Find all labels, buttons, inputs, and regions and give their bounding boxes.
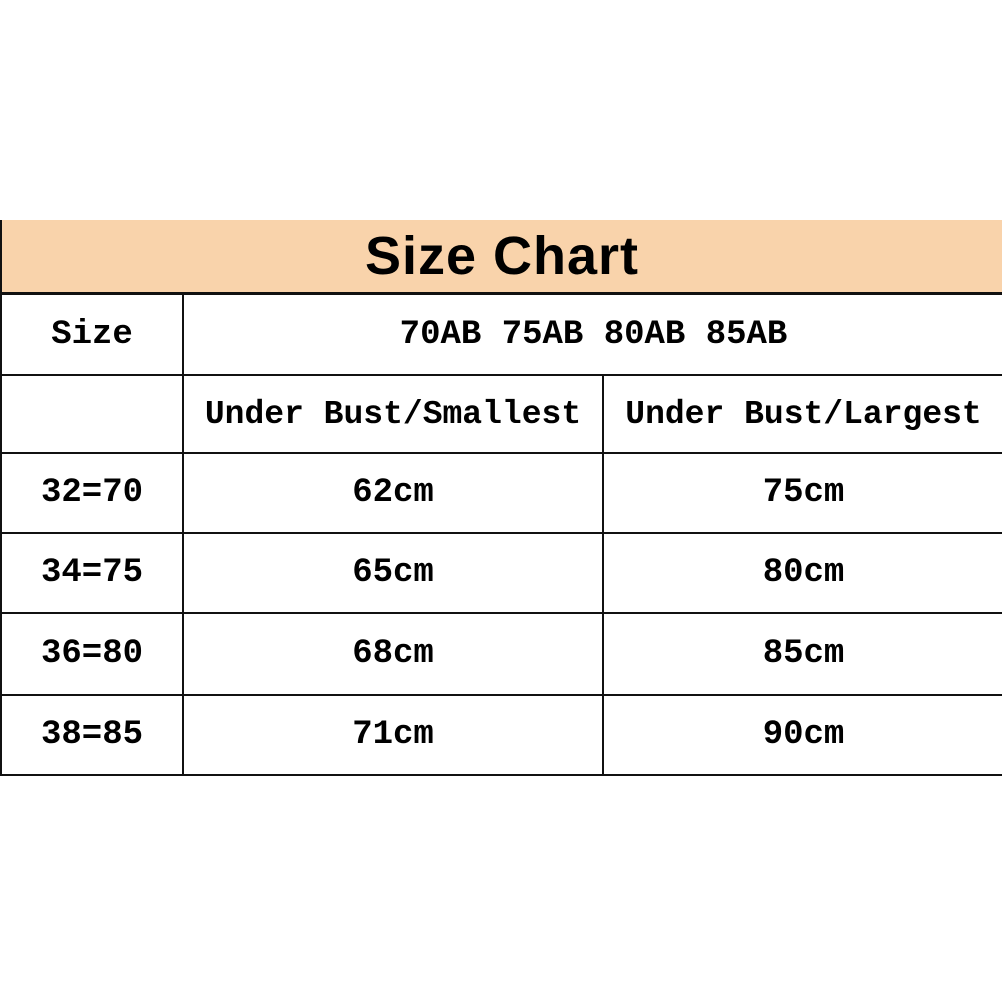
table-row [1,453,1002,533]
size-chart-table [0,295,1002,776]
largest-cell: 85cm [603,613,1002,695]
largest-cell: 80cm [603,533,1002,613]
table-row [1,695,1002,775]
smallest-cell: 68cm [183,613,603,695]
table-row-headers [1,375,1002,453]
table-row [1,533,1002,613]
table-row-sizes [1,295,1002,375]
largest-cell: 90cm [603,695,1002,775]
column-header-largest: Under Bust/Largest [603,375,1002,453]
column-header-smallest: Under Bust/Smallest [183,375,603,453]
size-label-cell: Size [1,295,183,375]
size-cell: 34=75 [1,533,183,613]
smallest-cell: 71cm [183,695,603,775]
page-title: Size Chart [364,226,640,286]
size-chart-title-band [0,220,1002,295]
size-cell: 38=85 [1,695,183,775]
sizes-value-cell: 70AB 75AB 80AB 85AB [183,295,1002,375]
size-cell: 32=70 [1,453,183,533]
size-cell: 36=80 [1,613,183,695]
table-row [1,613,1002,695]
empty-cell [1,375,183,453]
largest-cell: 75cm [603,453,1002,533]
smallest-cell: 62cm [183,453,603,533]
smallest-cell: 65cm [183,533,603,613]
